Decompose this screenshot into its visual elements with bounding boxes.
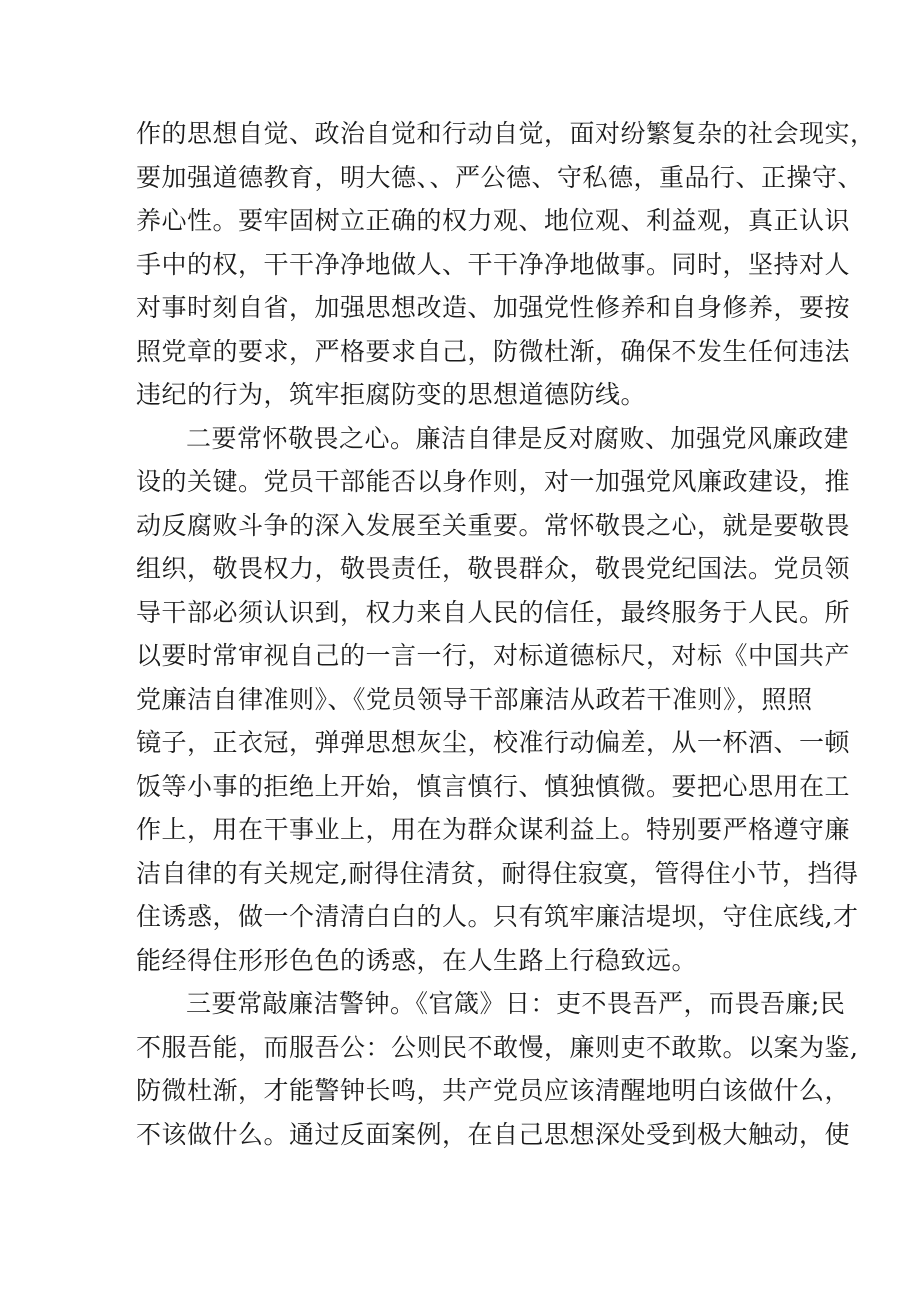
text-line: 导干部必须认识到，权力来自人民的信任，最终服务于人民。所 — [136, 597, 851, 627]
text-line: 动反腐败斗争的深入发展至关重要。常怀敬畏之心，就是要敬畏 — [136, 510, 851, 540]
text-line: 党廉洁自律准则》、《党员领导干部廉洁从政若干准则》，照照 — [136, 684, 813, 714]
paragraph-3 — [136, 982, 859, 1156]
text-line: 违纪的行为，筑牢拒腐防变的思想道德防线。 — [136, 380, 647, 409]
text-line: 手中的权，干干净净地做人、干干净净地做事。同时，坚持对人 — [136, 249, 851, 279]
document-page — [136, 112, 876, 1156]
text-line: 能经得住形形色色的诱惑，在人生路上行稳致远。 — [136, 945, 698, 975]
text-line: 洁自律的有关规定,耐得住清贫，耐得住寂寞，管得住小节，挡得 — [136, 858, 859, 888]
text-line: 不服吾能，而服吾公：公则民不敢慢，廉则吏不敢欺。以案为鉴, — [136, 1032, 859, 1062]
text-line: 养心性。要牢固树立正确的权力观、地位观、利益观，真正认识 — [136, 206, 851, 235]
text-line: 镜子，正衣冠，弹弹思想灰尘，校准行动偏差，从一杯酒、一顿 — [136, 728, 851, 757]
paragraph-1 — [136, 112, 876, 417]
text-line: 以要时常审视自己的一言一行，对标道德标尺，对标《中国共产 — [136, 641, 851, 670]
text-line: 照党章的要求，严格要求自己，防微杜渐，确保不发生任何违法 — [136, 336, 851, 366]
text-line: 三要常敲廉洁警钟。《官箴》日：吏不畏吾严，而畏吾廉;民 — [186, 989, 846, 1018]
text-line: 不该做什么。通过反面案例，在自己思想深处受到极大触动，使 — [136, 1119, 851, 1149]
text-line: 住诱惑，做一个清清白白的人。只有筑牢廉洁堤坝，守住底线,才 — [136, 902, 859, 931]
paragraph-2 — [136, 417, 859, 983]
text-line: 作上，用在干事业上，用在为群众谋利益上。特别要严格遵守廉 — [136, 815, 851, 844]
text-line: 作的思想自觉、政治自觉和行动自觉，面对纷繁复杂的社会现实， — [136, 119, 876, 148]
text-line: 防微杜渐，才能警钟长鸣，共产党员应该清醒地明白该做什么， — [136, 1076, 851, 1105]
text-line: 二要常怀敬畏之心。廉洁自律是反对腐败、加强党风廉政建 — [186, 423, 850, 453]
text-line: 要加强道德教育，明大德、、严公德、守私德，重品行、正操守、 — [136, 162, 864, 192]
text-line: 饭等小事的拒绝上开始，慎言慎行、慎独慎微。要把心思用在工 — [136, 771, 851, 801]
text-line: 对事时刻自省，加强思想改造、加强党性修养和自身修养，要按 — [136, 293, 851, 322]
text-line: 组织，敬畏权力，敬畏责任，敬畏群众，敬畏党纪国法。党员领 — [136, 554, 851, 583]
text-line: 设的关键。党员干部能否以身作则，对一加强党风廉政建设，推 — [136, 467, 851, 496]
